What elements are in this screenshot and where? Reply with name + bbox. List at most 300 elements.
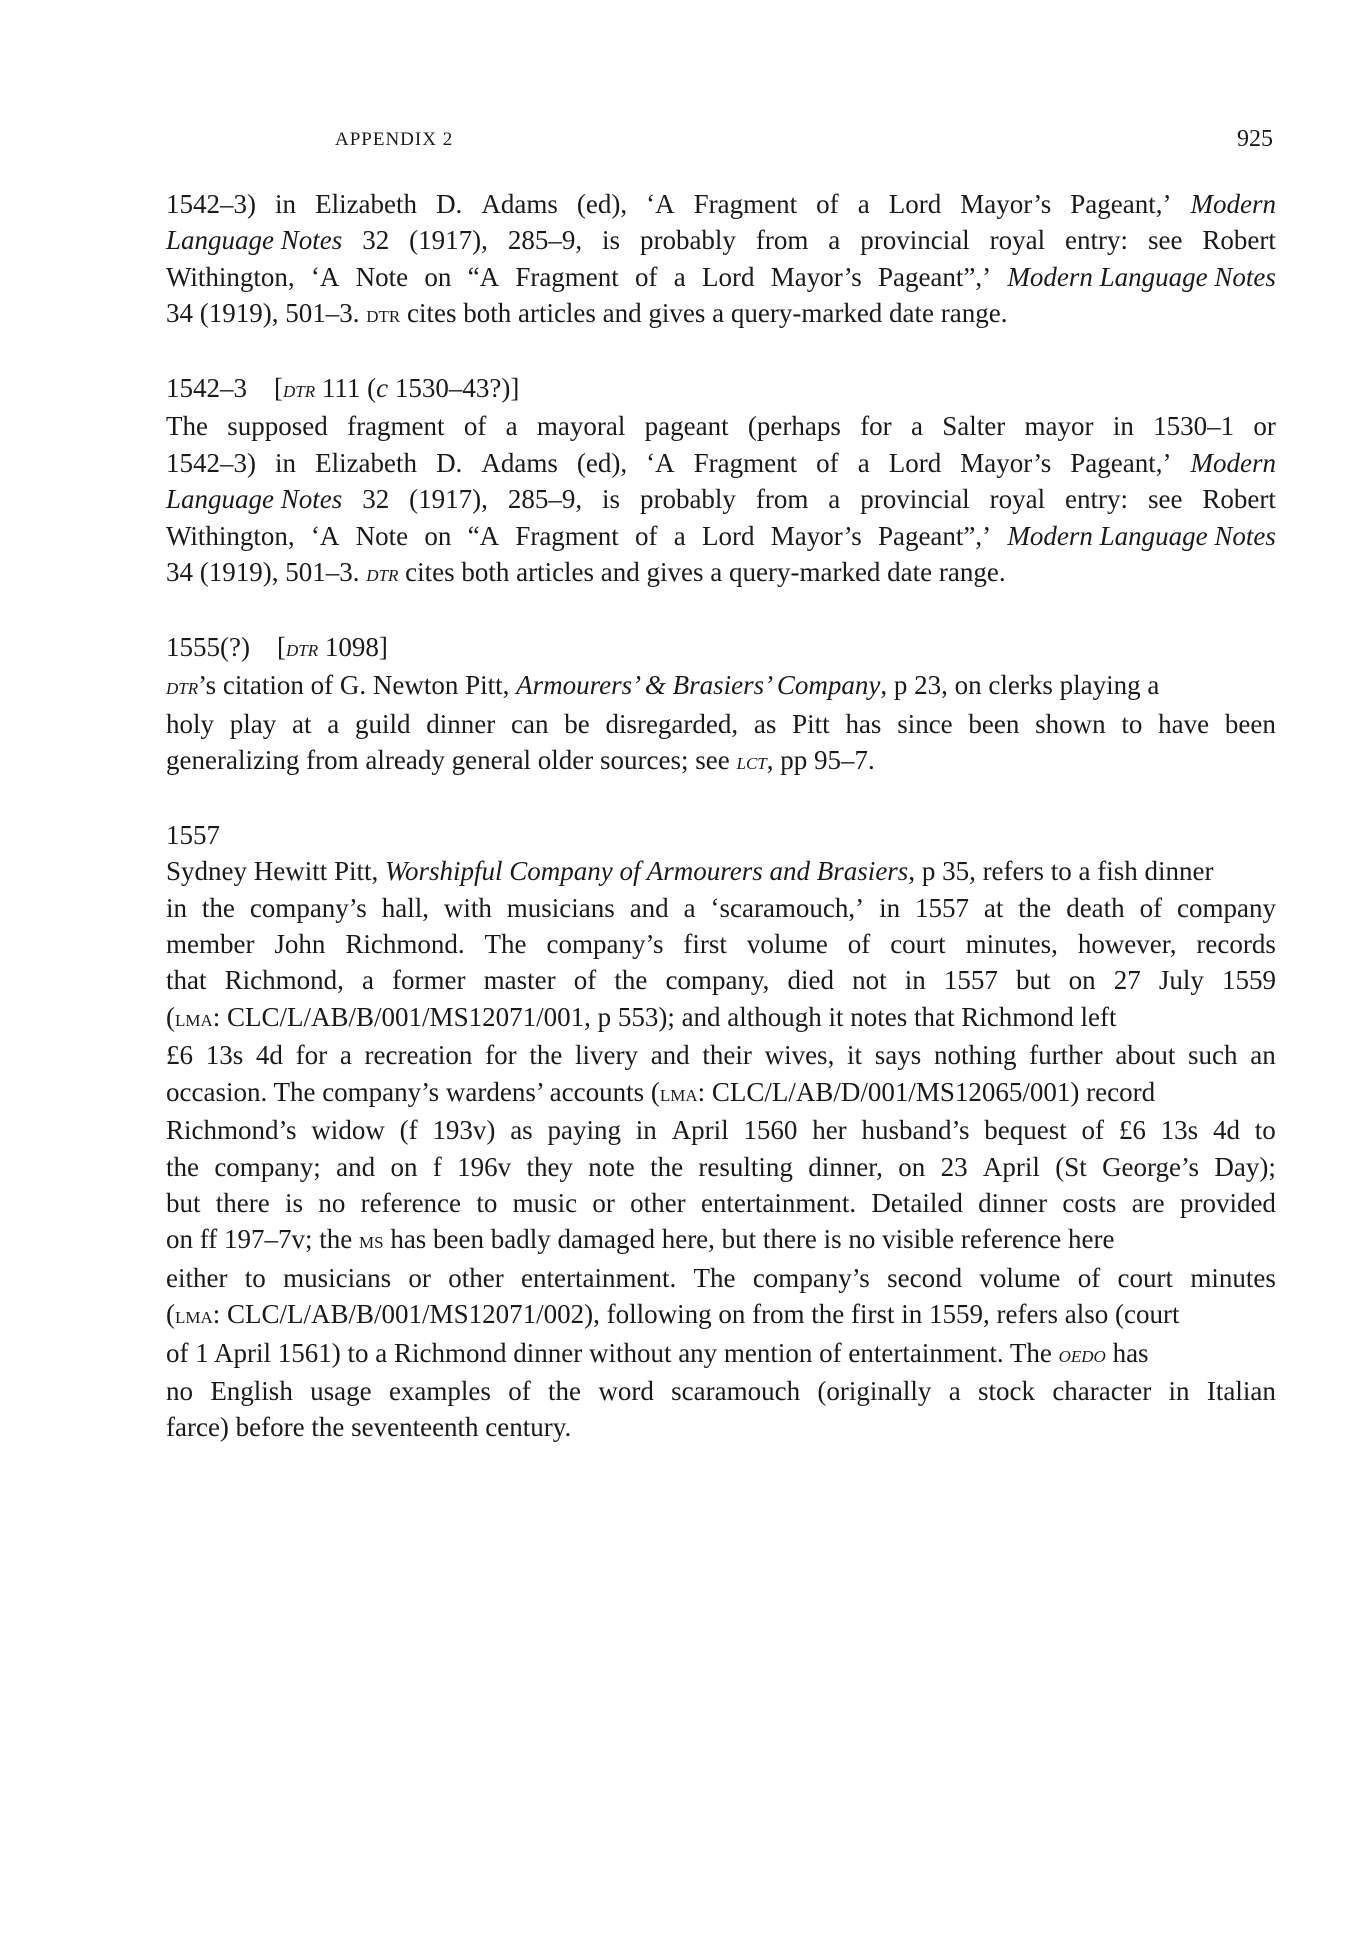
word: English [210, 1375, 293, 1406]
word: examples [388, 1375, 491, 1406]
word: ‘A [646, 447, 675, 478]
text-run: 34 (1919), 501–3. [166, 557, 367, 588]
word: wives, [764, 1040, 835, 1071]
word: in [904, 965, 926, 996]
text-run: generalizing from already general older sources; see [166, 745, 737, 776]
word: mayoral [536, 411, 626, 442]
word: other [630, 1187, 686, 1218]
word: died [787, 965, 835, 996]
word: a [948, 1375, 961, 1406]
word: 1530–1 [1153, 411, 1235, 442]
word: Modern [1190, 189, 1276, 219]
text-line [166, 706, 1276, 742]
word: 193v) [432, 1115, 496, 1146]
word: livery [575, 1040, 638, 1071]
word: word [598, 1375, 654, 1406]
word: first [683, 929, 727, 960]
entry-heading [166, 629, 1276, 667]
word: f [432, 1151, 442, 1182]
word: Richmond, [224, 965, 344, 996]
text-run: 1098] [318, 631, 388, 662]
word: from [755, 225, 809, 256]
word: widow [311, 1115, 385, 1146]
word: it [847, 1040, 863, 1071]
word: on [898, 1151, 926, 1182]
word: reference [360, 1187, 462, 1218]
word: the [166, 1151, 199, 1182]
word: are [1131, 1187, 1165, 1218]
text-run: , pp 95–7. [766, 745, 875, 776]
word: the [529, 1040, 563, 1071]
word: “A [467, 520, 500, 551]
text-run: cites both articles and gives a query-marked date range. [400, 298, 1008, 329]
word: to [244, 1262, 266, 1293]
word: 1557 [943, 965, 998, 996]
word: or [592, 1187, 615, 1218]
word: about [1115, 1040, 1176, 1071]
word: be [564, 708, 590, 739]
word: former [392, 965, 466, 996]
word: company, [665, 965, 770, 996]
word: John [274, 929, 326, 960]
text-run: 1542–3 [ [166, 373, 283, 404]
word: Fragment [515, 261, 619, 292]
word: is [285, 1187, 304, 1218]
word: for [860, 411, 892, 442]
abbreviation: dtr [166, 673, 199, 701]
word: Lord [701, 261, 755, 292]
word: (ed), [576, 447, 628, 478]
word: The [693, 1262, 736, 1293]
word: in [635, 1115, 657, 1146]
abbreviation: oedo [1058, 1340, 1106, 1368]
word: a [828, 484, 841, 515]
word: 1560 [743, 1115, 798, 1146]
word: 32 [362, 484, 390, 515]
word: and [629, 892, 669, 923]
word: minutes [1190, 1262, 1276, 1293]
text-run: Armourers’ & Brasiers’ Company [516, 670, 881, 701]
word: Language Notes [166, 484, 343, 515]
word: music [512, 1187, 578, 1218]
word: been [968, 708, 1020, 739]
word: Day); [1214, 1151, 1276, 1182]
word: but [1016, 965, 1051, 996]
word: is [602, 225, 621, 256]
abbreviation: dtr [366, 301, 401, 329]
word: hall, [381, 892, 429, 923]
word: entry: [1065, 484, 1129, 515]
word: stock [978, 1375, 1035, 1406]
text-line [166, 186, 1276, 222]
word: ‘A [310, 261, 340, 292]
word: 13s [1160, 1115, 1199, 1146]
word: Pageant”,’ [877, 261, 992, 292]
text-run: ’s citation of G. Newton Pitt, [198, 670, 517, 701]
word: there [215, 1187, 270, 1218]
word: member [166, 929, 255, 960]
word: entertainment. [700, 1187, 857, 1218]
text-line [166, 1149, 1276, 1185]
text-run: : CLC/L/AB/B/001/MS12071/001, p 553); and although it notes that Richmond left [212, 1001, 1117, 1032]
word: court [890, 929, 946, 960]
word: The [166, 411, 208, 442]
word: her [812, 1115, 847, 1146]
word: other [448, 1262, 504, 1293]
word: in [1168, 1375, 1190, 1406]
word: Pitt [792, 708, 830, 739]
text-line [166, 1260, 1276, 1296]
word: the [548, 1375, 582, 1406]
abbreviation: lma [175, 1302, 213, 1330]
word: they [526, 1151, 573, 1182]
word: Modern Language Notes [1007, 520, 1276, 551]
word: volume [746, 929, 828, 960]
word: of [1139, 892, 1163, 923]
word: 13s [205, 1040, 244, 1071]
word: of [463, 411, 487, 442]
word: costs [1062, 1187, 1117, 1218]
word: (1917), [409, 225, 488, 256]
word: Pageant,’ [1070, 189, 1172, 219]
word: says [874, 1040, 922, 1071]
text-line [166, 999, 1276, 1037]
text-line [166, 1074, 1276, 1112]
word: on [390, 1151, 418, 1182]
word: entry: [1065, 225, 1129, 256]
word: 23 [940, 1151, 968, 1182]
word: note [588, 1151, 635, 1182]
word: court [1117, 1262, 1174, 1293]
word: the [1018, 892, 1052, 923]
word: for [295, 1040, 328, 1071]
word: husband’s [861, 1115, 970, 1146]
word: 1542–3) [166, 189, 256, 219]
text-run: on ff 197–7v; the [166, 1224, 359, 1255]
word: the [201, 892, 235, 923]
word: nothing [933, 1040, 1017, 1071]
word: second [887, 1262, 963, 1293]
word: Language Notes [166, 225, 343, 256]
word: (St [1055, 1151, 1087, 1182]
word: 1559 [1221, 965, 1276, 996]
word: bequest [984, 1115, 1067, 1146]
word: probably [639, 225, 736, 256]
word: 4d [255, 1040, 283, 1071]
word: Modern [1190, 447, 1276, 478]
word: see [1147, 225, 1183, 256]
word: dinner [426, 708, 496, 739]
text-line [166, 445, 1276, 481]
body-text [166, 186, 1276, 1446]
text-line [166, 1185, 1276, 1221]
text-run: Sydney Hewitt Pitt, [166, 856, 386, 887]
word: in [275, 447, 297, 478]
word: character [1052, 1375, 1152, 1406]
word: that [166, 965, 207, 996]
text-run: has [1105, 1337, 1149, 1368]
word: probably [639, 484, 736, 515]
text-line [166, 890, 1276, 926]
word: Withington, [166, 261, 295, 292]
text-line [166, 1221, 1276, 1259]
word: at [983, 892, 1004, 923]
word: of [635, 261, 658, 292]
word: a [910, 411, 923, 442]
word: resulting [698, 1151, 793, 1182]
word: Richmond’s [166, 1115, 297, 1146]
word: their [702, 1040, 752, 1071]
word: Fragment [693, 447, 798, 478]
text-run: ( [166, 1001, 175, 1032]
word: D. [436, 189, 463, 219]
word: or [1253, 411, 1276, 442]
word: either [166, 1262, 228, 1293]
text-run: ( [166, 1299, 175, 1330]
abbreviation: lct [736, 748, 767, 776]
word: further [1029, 1040, 1103, 1071]
text-line [166, 554, 1276, 592]
word: 196v [457, 1151, 512, 1182]
word: a [361, 965, 374, 996]
word: but [166, 1187, 201, 1218]
word: is [602, 484, 621, 515]
text-line [166, 259, 1276, 295]
word: (perhaps [747, 411, 841, 442]
text-line [166, 408, 1276, 444]
word: company’s [752, 1262, 870, 1293]
word: no [318, 1187, 346, 1218]
word: guild [355, 708, 411, 739]
word: no [166, 1375, 193, 1406]
word: Pageant”,’ [877, 520, 992, 551]
word: Italian [1206, 1375, 1276, 1406]
word: (f [399, 1115, 418, 1146]
text-line [166, 295, 1276, 333]
word: Elizabeth [315, 189, 418, 219]
word: in [275, 189, 297, 219]
text-line [166, 1296, 1276, 1334]
word: Adams [481, 447, 558, 478]
word: a [828, 225, 841, 256]
word: or [408, 1262, 431, 1293]
text-run: , p 23, on clerks playing a [880, 670, 1160, 701]
word: George’s [1102, 1151, 1200, 1182]
word: however, [1077, 929, 1177, 960]
word: (originally [817, 1375, 932, 1406]
word: since [897, 708, 953, 739]
word: provincial [860, 484, 970, 515]
word: Withington, [166, 520, 295, 551]
text-line [166, 1112, 1276, 1148]
word: April [671, 1115, 729, 1146]
entry-heading: 1557 [166, 819, 220, 850]
text-run: 34 (1919), 501–3. [166, 298, 367, 329]
word: has [845, 708, 882, 739]
word: death [1066, 892, 1125, 923]
word: in [1112, 411, 1134, 442]
word: company’s [249, 892, 367, 923]
abbreviation: dtr [366, 560, 399, 588]
word: to [1121, 708, 1143, 739]
word: a [339, 1040, 352, 1071]
word: musicians [506, 892, 615, 923]
word: pageant [644, 411, 729, 442]
word: 1542–3) [166, 447, 256, 478]
word: shown [1035, 708, 1106, 739]
word: a [683, 892, 696, 923]
word: Lord [701, 520, 755, 551]
word: and [336, 1151, 376, 1182]
text-run: occasion. The company’s wardens’ accounts ( [166, 1076, 660, 1107]
word: a [505, 411, 518, 442]
word: such [1188, 1040, 1238, 1071]
word: fragment [347, 411, 445, 442]
word: £6 [166, 1040, 193, 1071]
word: the [614, 965, 648, 996]
abbreviation: dtr [283, 376, 316, 404]
word: usage [310, 1375, 372, 1406]
text-line [166, 1373, 1276, 1409]
word: as [510, 1115, 533, 1146]
text-line [166, 222, 1276, 258]
word: (1917), [409, 484, 488, 515]
word: volume [979, 1262, 1061, 1293]
word: 285–9, [507, 225, 583, 256]
word: holy [166, 708, 215, 739]
word: Robert [1202, 484, 1276, 515]
word: Mayor’s [770, 520, 862, 551]
word: can [511, 708, 549, 739]
word: Adams [481, 189, 558, 219]
word: Lord [888, 189, 942, 219]
word: Lord [888, 447, 942, 478]
word: a [673, 261, 686, 292]
word: a [673, 520, 686, 551]
word: Pageant,’ [1070, 447, 1172, 478]
word: company; [214, 1151, 321, 1182]
text-run: cites both articles and gives a query-marked date range. [398, 557, 1006, 588]
text-line [166, 1037, 1276, 1073]
word: been [1224, 708, 1276, 739]
word: on [424, 261, 452, 292]
word: 27 [1113, 965, 1141, 996]
word: from [755, 484, 809, 515]
word: Note [355, 520, 409, 551]
word: dinner, [808, 1151, 883, 1182]
text-line [166, 481, 1276, 517]
word: in [166, 892, 188, 923]
word: play [229, 708, 277, 739]
word: mayor [1024, 411, 1094, 442]
text-run: , p 35, refers to a fish dinner [908, 856, 1214, 887]
text-line [166, 518, 1276, 554]
word: 1557 [914, 892, 969, 923]
word: D. [436, 447, 463, 478]
word: provided [1179, 1187, 1276, 1218]
word: have [1158, 708, 1210, 739]
word: The [484, 929, 527, 960]
text-line [166, 1335, 1276, 1373]
word: records [1196, 929, 1276, 960]
word: of [1081, 1115, 1105, 1146]
word: royal [989, 484, 1046, 515]
word: April [982, 1151, 1040, 1182]
word: of [847, 929, 871, 960]
word: and [650, 1040, 690, 1071]
word: in [879, 892, 901, 923]
word: scaramouch [671, 1375, 801, 1406]
text-line [166, 853, 1276, 889]
word: Robert [1202, 225, 1276, 256]
word: ‘A [646, 189, 675, 219]
word: Salter [942, 411, 1006, 442]
word: supposed [227, 411, 328, 442]
word: of [635, 520, 658, 551]
word: the [650, 1151, 684, 1182]
word: 4d [1212, 1115, 1240, 1146]
text-run: : CLC/L/AB/B/001/MS12071/002), following on from the first in 1559, refers also (court [212, 1299, 1180, 1330]
word: a [327, 708, 340, 739]
word: £6 [1118, 1115, 1146, 1146]
word: paying [547, 1115, 621, 1146]
abbreviation: lma [175, 1004, 213, 1032]
word: Detailed [871, 1187, 963, 1218]
word: not [852, 965, 887, 996]
text-run: of 1 April 1561) to a Richmond dinner without any mention of entertainment. The [166, 1337, 1059, 1368]
word: Elizabeth [315, 447, 418, 478]
word: company’s [546, 929, 664, 960]
text-line [166, 926, 1276, 962]
word: for [485, 1040, 517, 1071]
text-line [166, 667, 1276, 705]
text-run: 111 ( [315, 373, 377, 404]
word: company [1177, 892, 1276, 923]
entry-heading [166, 370, 1276, 408]
abbreviation: dtr [285, 634, 319, 662]
word: Mayor’s [960, 447, 1052, 478]
word: 285–9, [507, 484, 583, 515]
word: master [483, 965, 556, 996]
word: of [816, 447, 839, 478]
word: with [443, 892, 492, 923]
word: Fragment [515, 520, 619, 551]
text-run: 1530–43?)] [388, 373, 520, 404]
word: “A [467, 261, 500, 292]
word: at [292, 708, 312, 739]
word: Richmond. [345, 929, 465, 960]
word: of [508, 1375, 531, 1406]
text-run: has been badly damaged here, but there is no visible reference here [383, 1224, 1115, 1255]
word: disregarded, [605, 708, 739, 739]
word: as [753, 708, 777, 739]
word: Fragment [693, 189, 798, 219]
word: of [1077, 1262, 1101, 1293]
word: recreation [364, 1040, 473, 1071]
word: see [1147, 484, 1183, 515]
word: dinner [978, 1187, 1048, 1218]
word: Mayor’s [770, 261, 862, 292]
text-line [166, 742, 1276, 780]
abbreviation: ms [358, 1227, 384, 1255]
word: July [1158, 965, 1204, 996]
word: to [476, 1187, 498, 1218]
abbreviation: lma [659, 1079, 698, 1107]
word: of [573, 965, 597, 996]
text-run: Worshipful Company of Armourers and Brasiers [385, 856, 909, 887]
word: Note [355, 261, 409, 292]
word: royal [989, 225, 1046, 256]
